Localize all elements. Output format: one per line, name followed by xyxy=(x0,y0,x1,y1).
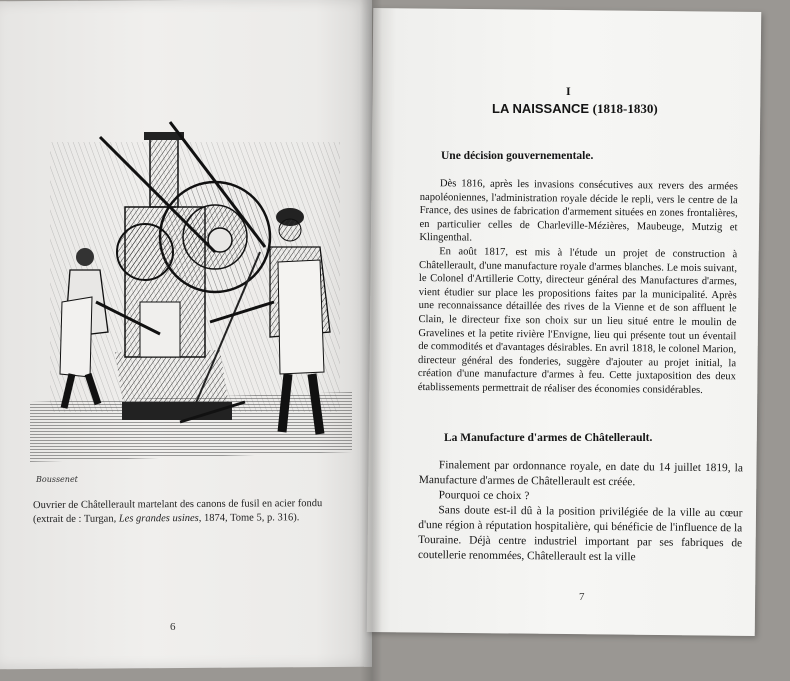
caption-text-1: Ouvrier de Châtellerault martelant des canons de fusil en acier fondu (extrait de : Turgan, xyxy=(33,498,323,526)
book-spine xyxy=(360,0,382,681)
engraving-illustration xyxy=(30,112,352,488)
section-heading-decision: Une décision gouvernementale. xyxy=(441,150,594,162)
section-body-decision xyxy=(418,177,738,398)
page-number-right: 7 xyxy=(579,591,585,603)
illustration-caption xyxy=(33,497,348,527)
chapter-title xyxy=(492,101,658,117)
caption-text-2: , 1874, Tome 5, p. 316). xyxy=(198,512,300,524)
chapter-number: I xyxy=(566,84,571,98)
paragraph: Finalement par ordonnance royale, en date du 14 juillet 1819, la Manufacture d'armes de Châtellerault est créée. xyxy=(418,459,743,489)
svg-text:Boussenet: Boussenet xyxy=(36,475,78,484)
page-number-left: 6 xyxy=(170,621,176,633)
paragraph: En août 1817, est mis à l'étude un projet de construction à Châtellerault, d'une manufacture royale d'armes blanches. Le mois suivant, le Colonel d'Artillerie Cotty, directeur général des Manufactures d'armes, vient étudier sur place les propositions faites par la municipalité. Après une reconnaissance détaillée des rives de la Vienne et de son affluent le Clain, le directeur fixe son choix sur un lieu situé entre le moulin de Gravelines et la petite rivière l'Envigne, lieu qui présente tout un éventail de commodités et d'avantages désirables. En avril 1818, le colonel Marion, directeur général des fonderies, suggère d'ajouter au projet initial, la création d'une manufacture d'armes à feu. Cette juxtaposition des deux établissements permettrait de réaliser des économies considérables. xyxy=(417,246,738,396)
caption-book-title: Les grandes usines xyxy=(118,512,199,525)
chapter-dates: (1818-1830) xyxy=(592,101,658,116)
paragraph: Sans doute est-il dû à la position privilégiée de la ville au cœur d'une région à réputation hospitalière, qui bénéficie de l'influence de la Touraine. Déjà centre industriel important par ses fabriques de coutellerie renommées, Châtellerault est la ville xyxy=(417,504,743,564)
chapter-title-text: LA NAISSANCE xyxy=(492,101,590,116)
paragraph: Dès 1816, après les invasions consécutives aux revers des armées napoléoniennes, l'administration royale décide le repli, vers le centre de la France, des usines de fabrication d'armement situées en zones frontalières, en particulier celles de Charleville-Mézières, Maubeuge, Mutzig et Klingenthal. xyxy=(419,178,738,244)
section-body-manufacture xyxy=(418,458,743,566)
section-heading-manufacture: La Manufacture d'armes de Châtellerault. xyxy=(444,432,653,444)
paragraph: Pourquoi ce choix ? xyxy=(438,489,530,503)
